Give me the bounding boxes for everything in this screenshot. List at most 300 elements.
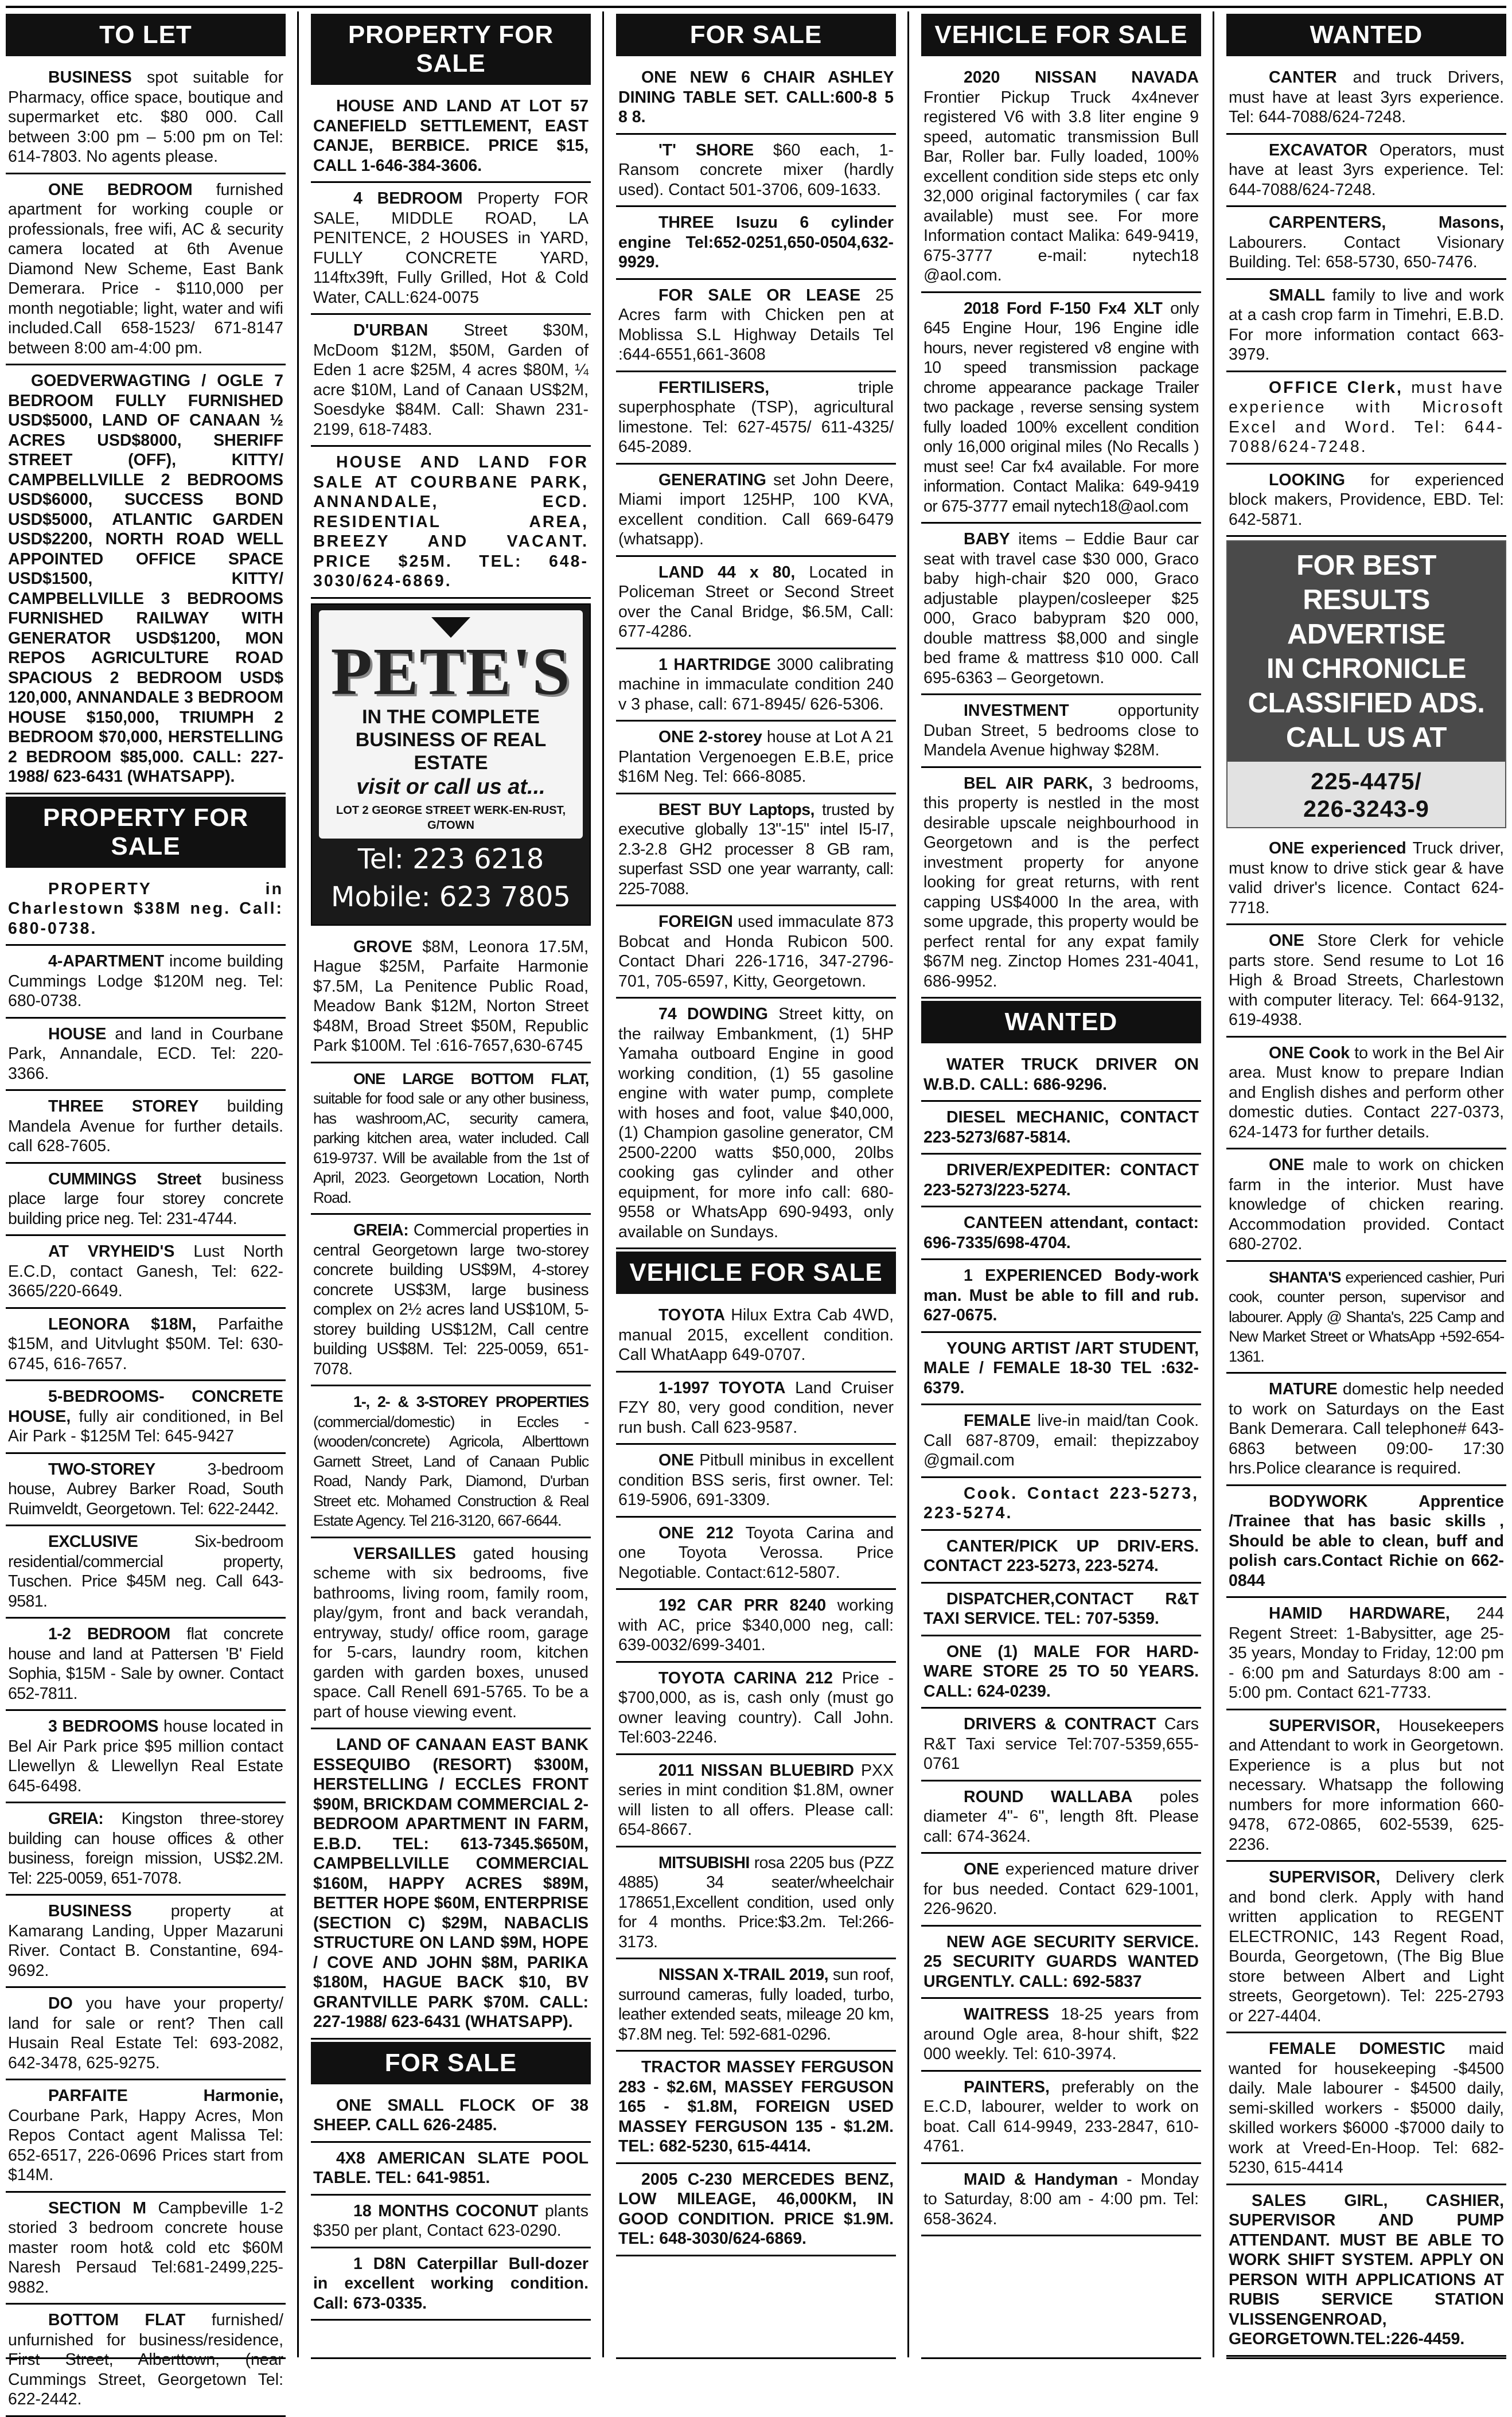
ad-lead: BABY: [964, 530, 1010, 548]
ad-body: poles diameter 4"- 6", length 8ft. Please call: 674-3624.: [923, 1787, 1199, 1846]
classified-ad: [921, 1408, 1201, 1478]
classified-ad: [921, 1586, 1201, 1636]
classified-ad: [311, 2251, 591, 2321]
classified-ad: [616, 2054, 896, 2164]
section-header: TO LET: [6, 14, 286, 56]
ad-lead: SMALL: [1269, 286, 1326, 305]
ad-body: $8M, Leonora 17.5M, Hague $25M, Parfaite Harmonie $7.5M, La Penitence Public Road, Meadow Bank $12M, Norton Street $48M, Broad Street $50M, Republic Park $100M. Tel :616-7657,630-6745: [313, 937, 589, 1055]
ad-lead: INVESTMENT: [964, 701, 1069, 720]
classified-ad: [921, 1210, 1201, 1260]
ad-body: 25 Acres farm with Chicken pen at Moblissa S.L Highway Details Tel :644-6551,661-3608: [618, 286, 894, 364]
classified-ad: [1226, 1713, 1506, 1862]
ad-lead: 1 EXPERIENCED Body-: [964, 1266, 1161, 1285]
ad-body: Frontier Pickup Truck 4x4never registered V6 with 3.8 liter engine 9 speed, automatic transmission Bull Bar, Roller bar. Fully loaded, 100% excellent condition side steps etc only 32,000 original factorymiles ( car fax available) must see. For more Information contact Malika: 649-9419, 675-3777 e-mail: nytech18 @aol.com.: [923, 88, 1199, 284]
classified-ad: [616, 559, 896, 649]
ad-body: Pitbull minibus in excellent condition BSS seris, first owner. Tel: 619-5906, 691-3309.: [618, 1451, 894, 1509]
ad-body: furnished/ unfurnished for business/residence, First Street, Alberttown, (near Cummings Street, Georgetown Tel: 622-2442.: [8, 2311, 283, 2408]
classified-ad: [616, 1757, 896, 1847]
ad-lead: YOUNG ARTIST /ART: [946, 1339, 1114, 1358]
classified-ad: [6, 2307, 286, 2417]
ad-lead: ONE: [1269, 931, 1304, 950]
ad-lead: LAND 44 x 80,: [658, 563, 796, 582]
section-header: PROPERTY FOR SALE: [6, 797, 286, 868]
ad-body: BENZ, LOW MILEAGE, 46,000KM, IN GOOD CONDITION. PRICE $1.9M. TEL: 648-3030/624-6869.: [618, 2170, 894, 2248]
classified-ad: [6, 2083, 286, 2193]
ad-lead: AT VRYHEID'S: [48, 1242, 175, 1261]
column-5: [1226, 11, 1506, 2359]
ad-body: - Monday to Saturday, 8:00 am - 4:00 pm. Tel: 658-3624.: [923, 2170, 1199, 2228]
ad-body: CONTACT 223-5273/223-5274.: [923, 1161, 1199, 1199]
classified-ad: [6, 2195, 286, 2305]
ad-lead: ONE LARGE BOTTOM FLAT,: [353, 1070, 589, 1087]
ad-lead: TRACTOR MASSEY: [641, 2058, 796, 2076]
ad-body: ON W.B.D. CALL: 686-9296.: [923, 1055, 1199, 1094]
classified-ad: [6, 876, 286, 946]
ad-body: PXX series in mint condition $1.8M, owner will listen to all offers. Please call: 654-8667.: [618, 1761, 894, 1839]
ad-lead: Cook. Contact: [964, 1484, 1100, 1503]
ad-body: $60 each, 1-Ransom concrete mixer (hardly used). Contact 501-3706, 609-1633.: [618, 141, 894, 199]
ad-body: plants $350 per plant, Contact 623-0290.: [313, 2201, 589, 2240]
ad-body: Hilux Extra Cab 4WD, manual 2015, excellent condition. Call WhatAapp 649-0707.: [618, 1306, 894, 1364]
ad-lead: HOUSE AND LAND: [336, 453, 531, 471]
ad-body: income building Cummings Lodge $120M neg. Tel: 680-0738.: [8, 952, 283, 1010]
ad-lead: 'T' SHORE: [658, 141, 754, 159]
classified-ad: [616, 724, 896, 794]
promo-phones: [1227, 762, 1505, 827]
ad-body: family to live and work at a cash crop farm in Timehri, E.B.D. For more information contact 663-3979.: [1229, 286, 1504, 364]
ad-lead: NISSAN X-TRAIL 2019,: [658, 1966, 828, 1984]
ad-lead: BEST BUY Laptops,: [658, 800, 815, 819]
column-3: [616, 11, 896, 2359]
classified-ad: [1226, 1152, 1506, 1262]
classified-ad: [311, 1732, 591, 2040]
ad-body: Campbeville 1-2 storied 3 bedroom concrete house master room hot& cold etc $60M Naresh Persaud Tel:681-2499,225-9882.: [8, 2198, 283, 2297]
logo-tagline: BUSINESS OF REAL ESTATE: [355, 728, 547, 774]
ad-lead: LEONORA $18M,: [48, 1315, 197, 1334]
classified-ad: [311, 2145, 591, 2196]
column-1: [6, 11, 286, 2408]
ad-body: Courbane Park, Happy Acres, Mon Repos Contact agent Malissa Tel: 652-6517, 226-0696 Prices start from $14M.: [8, 2106, 283, 2184]
ad-lead: 1-2 BEDROOM: [48, 1625, 170, 1643]
ad-body: Land Cruiser FZY 80, very good condition, never run bush. Call 623-9587.: [618, 1378, 894, 1437]
classified-ad: [1226, 1264, 1506, 1374]
classified-ad: [6, 1021, 286, 1091]
classified-ad: [921, 1533, 1201, 1584]
ad-lead: ONE SMALL FLOCK OF 38: [336, 2096, 589, 2115]
petes-real-estate-logo: [311, 603, 591, 926]
classified-ad: [616, 1962, 896, 2052]
classified-ad: [6, 948, 286, 1019]
ad-body: STUDENT, MALE / FEMALE 18-30 TEL :632-6379.: [923, 1339, 1199, 1397]
classified-ad: [1226, 467, 1506, 537]
ad-body: DINING TABLE SET. CALL:600-8 5 8 8.: [618, 88, 894, 126]
classified-ad: [921, 1784, 1201, 1854]
logo-invite: visit or call us at...: [356, 774, 545, 799]
advertise-promo-box: [1226, 540, 1506, 828]
classified-ad: [921, 2001, 1201, 2072]
logo-tagline: IN THE COMPLETE: [362, 705, 540, 728]
ad-body: Kingston three-storey building can house offices & other business, foreign mission, US$2.2M. Tel: 225-0059, 651-7078.: [8, 1810, 283, 1888]
classified-ad: [6, 1621, 286, 1711]
classified-ad: [6, 1166, 286, 1237]
classified-ad: [616, 137, 896, 208]
ad-body: SHEEP. CALL 626-2485.: [313, 2116, 497, 2134]
ad-body: Located in Policeman Street or Second Street over the Canal Bridge, $6.5M, Call: 677-4286.: [618, 563, 894, 641]
logo-address: LOT 2 GEORGE STREET WERK-EN-RUST, G/TOWN: [336, 804, 566, 832]
ad-lead: BUSINESS: [48, 1902, 132, 1920]
classified-ad: [921, 1711, 1201, 1781]
ad-body: items – Eddie Baur car seat with travel case $30 000, Graco baby high-chair $20 000, Graco adjustable playpen/cosleeper $25 000, Graco babypram $20 000, double mattress $8,000 and single bed frame & mattress $10 000. Call 695-6363 – Georgetown.: [923, 530, 1199, 687]
ad-lead: MATURE: [1269, 1380, 1338, 1398]
classified-ad: [616, 1850, 896, 1960]
ad-lead: 2011 NISSAN BLUEBIRD: [658, 1761, 854, 1780]
classified-ad: [616, 1302, 896, 1373]
ad-lead: OFFICE Clerk,: [1269, 378, 1403, 397]
ad-lead: SALES GIRL, CASHIER,: [1252, 2191, 1504, 2210]
ad-lead: 1-1997 TOYOTA: [658, 1378, 786, 1397]
ad-lead: DISPATCHER,CONTACT: [946, 1589, 1134, 1608]
ad-lead: ONE NEW 6 CHAIR ASHLEY: [641, 68, 894, 87]
classified-ad: [311, 449, 591, 599]
classified-ad: [1226, 2188, 1506, 2357]
classified-ad: [616, 375, 896, 465]
ad-lead: WAITRESS: [964, 2005, 1049, 2024]
classified-ad: [311, 934, 591, 1063]
classified-ad: [921, 1480, 1201, 1531]
classified-ad: [311, 93, 591, 183]
ad-body: you have your property/ land for sale or rent? Then call Husain Real Estate Tel: 693-2082, 642-3478, 625-9275.: [8, 1994, 283, 2072]
classified-ad: [1226, 1040, 1506, 1150]
classified-ad: [6, 1456, 286, 1527]
ad-body: spot suitable for Pharmacy, office space, boutique and supermarket etc. $80 000. Call between 3:00 pm – 5:00 pm on Tel: 614-7803. No agents please.: [8, 68, 283, 166]
ad-lead: HOUSE: [48, 1024, 107, 1043]
ad-body: (commercial/domestic) in Eccles - (wooden/concrete) Agricola, Alberttown Garnett Street, Land of Canaan Public Road, Nandy Park, Diamond, D'urban Street etc. Mohamed Construction & Real Estate Agency. Tel 216-3120, 667-6644.: [313, 1413, 589, 1529]
ad-body: for experienced block makers, Providence, EBD. Tel: 642-5871.: [1229, 470, 1504, 529]
classified-ad: [616, 1001, 896, 1249]
ad-body: POOL TABLE. TEL: 641-9851.: [313, 2149, 589, 2187]
classified-ad: [311, 2092, 591, 2143]
ad-lead: TOYOTA: [658, 1306, 726, 1324]
promo-line: FOR BEST RESULTS: [1296, 550, 1436, 615]
classified-ad: [6, 1713, 286, 1803]
classified-ad: [921, 1051, 1201, 1102]
ad-body: must have experience with Microsoft Excel and Word. Tel: 644-7088/624-7248.: [1229, 378, 1504, 456]
ad-body: house at Lot A 21 Plantation Vergenoegen E.B.E, price $16M Neg. Tel: 666-8085.: [618, 728, 894, 786]
ad-lead: LAND OF CANAAN EAST: [336, 1736, 536, 1754]
classified-ad: [616, 909, 896, 999]
ad-body: Price - $700,000, as is, cash only (must go owner leaving country). Call John. Tel:603-2246.: [618, 1668, 894, 1747]
classified-ad: [616, 1665, 896, 1755]
ad-body: used immaculate 873 Bobcat and Honda Rubicon 500. Contact Dhari 226-1716, 347-2796-701, 705-6597, Kitty, Georgetown.: [618, 913, 894, 991]
classified-ad: [616, 64, 896, 135]
classified-ad: [921, 697, 1201, 768]
ad-body: Charlestown $38M neg. Call: 680-0738.: [8, 899, 283, 938]
ad-lead: PAINTERS,: [964, 2077, 1050, 2096]
ad-body: business place large four storey concrete building price neg. Tel: 231-4744.: [8, 1169, 283, 1228]
ad-body: WARE STORE 25 TO 50 YEARS. CALL: 624-0239.: [923, 1662, 1199, 1701]
classified-ad: [311, 1389, 591, 1538]
ad-lead: FERTILISERS,: [658, 378, 770, 397]
section-header: FOR SALE: [616, 14, 896, 56]
ad-body: 3000 calibrating machine in immaculate condition 240 v 3 phase, call: 671-8945/ 626-5306.: [618, 655, 894, 714]
ad-body: Toyota Carina and one Toyota Verossa. Price Negotiable. Contact:612-5807.: [618, 1523, 894, 1582]
ad-lead: ONE Cook: [1269, 1043, 1350, 1062]
ad-lead: DO: [48, 1994, 73, 2013]
classified-ad: [6, 64, 286, 174]
ad-body: FOR SALE AT COURBANE PARK, ANNANDALE, ECD. RESIDENTIAL AREA, BREEZY AND VACANT. PRICE $25M. TEL: 648-3030/624-6869.: [313, 453, 589, 590]
ad-body: gated housing scheme with six bedrooms, five bathrooms, living room, family room, play/gym, front and back verandah, entryway, study/ office room, garage for 5-cars, laundry room, kitchen garden with garden boxes, unused space. Call Renell 691-5765. To be a part of house viewing event.: [313, 1544, 589, 1721]
ad-lead: DIESEL MECHANIC,: [946, 1108, 1109, 1126]
ad-body: Commercial properties in central Georgetown large two-storey concrete building US$9M, 4-storey concrete US$3M, large business complex on 2½ acres land US$10M, 5-storey building US$12M, Call centre building US$8M. Tel: 225-0059, 651-7078.: [313, 1221, 589, 1378]
classified-ad: [616, 1520, 896, 1590]
classified-ad: [616, 797, 896, 907]
ad-body: FERGUSON 283 - $2.6M, MASSEY FERGUSON 165 - $1.8M, FOREIGN USED MASSEY FERGUSON 135 - $1.2M. TEL: 682-5230, 615-4414.: [618, 2058, 894, 2155]
ad-lead: 4 BEDROOM: [353, 189, 463, 208]
classified-ad: [1226, 209, 1506, 280]
classified-ad: [921, 1104, 1201, 1155]
ad-body: set John Deere, Miami import 125HP, 100 KVA, excellent condition. Call 669-6479 (whatsapp).: [618, 470, 894, 548]
ad-body: 3 bedrooms, this property is nestled in the most desirable upscale neighbourhood in Georgetown and is the perfect investment property for anyone looking for great returns, with rent capping US$4000 In the area, with some upgrade, this property would be perfect rental for any expat family $67M neg. Zinctop Homes 231-4041, 686-9952.: [923, 774, 1199, 991]
ad-body: Parfaithe $15M, and Uitvlught $50M. Tel: 630-6745, 616-7657.: [8, 1315, 283, 1373]
ad-body: Lust North E.C.D, contact Ganesh, Tel: 622-3665/220-6649.: [8, 1242, 283, 1300]
ad-lead: MAID & Handyman: [964, 2170, 1119, 2189]
ad-lead: 2005 C-230 MERCEDES: [641, 2170, 835, 2189]
classified-ad: [921, 1929, 1201, 1999]
classified-ad: [1226, 835, 1506, 925]
ad-lead: 5-BEDROOMS- CONCRETE HOUSE,: [8, 1387, 283, 1426]
ad-lead: GENERATING: [658, 470, 766, 489]
ad-body: Property FOR SALE, MIDDLE ROAD, LA PENITENCE, 2 HOUSES in YARD, FULLY CONCRETE YARD, 114ftx39ft, Fully Grilled, Hot & Cold Water, CALL:624-0075: [313, 189, 589, 307]
ad-lead: CANTEEN attendant,: [964, 1214, 1128, 1232]
classified-ad: [6, 1529, 286, 1619]
ad-body: building Mandela Avenue for further details. call 628-7605.: [8, 1097, 284, 1155]
classified-ad: [6, 1898, 286, 1988]
ad-body: furnished apartment for working couple or professionals, free wifi, AC & security camera located at 6th Avenue Diamond New Scheme, East Bank Demerara. Price - $110,000 per month negotiable; light, water and wifi included.Call 658-1523/ 671-8147 between 8:00 am-4:00 pm.: [8, 180, 283, 357]
classified-ad: [1226, 137, 1506, 208]
classified-ad: [311, 1541, 591, 1730]
ad-body: house located in Bel Air Park price $95 million contact Llewellyn & Llewellyn Real Estate 645-6498.: [8, 1717, 283, 1795]
ad-body: work man. Must be able to fill and rub. 627-0675.: [923, 1266, 1199, 1324]
classified-ad: [921, 2166, 1201, 2237]
ad-lead: ROUND WALLABA: [964, 1787, 1133, 1806]
promo-phone: 226-3243-9: [1303, 796, 1429, 822]
classified-ad: [616, 467, 896, 557]
classified-ad: [616, 1375, 896, 1445]
ad-lead: PARFAITE Harmonie,: [48, 2087, 283, 2105]
classified-ad: [921, 770, 1201, 999]
ad-lead: FEMALE: [964, 1412, 1031, 1430]
ad-body: experienced mature driver for bus needed. Contact 629-1001, 226-9620.: [923, 1860, 1199, 1918]
ad-body: ERS. CONTACT 223-5273, 223-5274.: [923, 1537, 1199, 1575]
ad-body: preferably on the E.C.D, labourer, welder to work on boat. Call 614-9949, 233-2847, 610-4761.: [923, 2077, 1199, 2155]
classified-ad: [921, 1262, 1201, 1333]
ad-lead: CANTER/PICK UP DRIV-: [946, 1537, 1161, 1556]
ad-body: Street kitty, on the railway Embankment, (1) 5HP Yamaha outboard Engine in good working condition, (1) 55 gasoline engine with water pump, complete with hoses and foot, value $40,000, (1) Champion gasoline generator, CM 2500-2200 watts $50,000, 20lbs cooking gas cylinder and other equipment, for more info call: 680-9558 or WhatsApp 690-9493, only available on Sundays.: [618, 1005, 894, 1241]
ad-lead: FEMALE DOMESTIC: [1269, 2040, 1445, 2058]
promo-phone: 225-4475/: [1311, 768, 1422, 794]
ad-lead: CUMMINGS Street: [48, 1169, 201, 1188]
ad-lead: D'URBAN: [353, 321, 428, 340]
ad-lead: HAMID HARDWARE,: [1269, 1604, 1450, 1623]
ad-lead: SHANTA'S: [1269, 1268, 1341, 1286]
ad-body: R&T TAXI SERVICE. TEL: 707-5359.: [923, 1589, 1199, 1628]
ad-lead: WATER TRUCK DRIVER: [946, 1055, 1158, 1074]
classified-ad: [616, 282, 896, 372]
classified-ad: [311, 1066, 591, 1215]
column-2: [311, 11, 591, 2359]
classified-ad: [616, 652, 896, 722]
classified-ad: [921, 295, 1201, 524]
section-header: FOR SALE: [311, 2042, 591, 2084]
ad-lead: GREIA:: [48, 1810, 104, 1828]
ad-lead: 4-APARTMENT: [48, 952, 165, 970]
classified-ad: [1226, 64, 1506, 135]
classified-ad: [1226, 2036, 1506, 2185]
ad-body: to work in the Bel Air area. Must know to prepare Indian and English dishes and perform other domestic duties. Contact 227-0373, 624-1473 for further details.: [1229, 1043, 1504, 1141]
ad-body: triple superphosphate (TSP), agricultural limestone. Tel: 627-4575/ 611-4325/ 645-2089.: [618, 378, 894, 456]
ad-lead: TWO-STOREY: [48, 1460, 155, 1479]
ad-body: rosa 2205 bus (PZZ 4885) 34 seater/wheelchair 178651,Excellent condition, used only for 4 months. Price:$3.2m. Tel:266-3173.: [618, 1853, 894, 1951]
ad-lead: GROVE: [353, 937, 412, 956]
ad-lead: EXCLUSIVE: [48, 1533, 138, 1551]
classified-ad: [616, 1592, 896, 1663]
ad-body: 3-bedroom house, Aubrey Barker Road, South Ruimveldt, Georgetown. Tel: 622-2442.: [8, 1460, 283, 1518]
promo-message: [1227, 541, 1505, 762]
ad-body: LOT 57 CANEFIELD SETTLEMENT, EAST CANJE, BERBICE. PRICE $15, CALL 1-646-384-3606.: [313, 97, 589, 175]
ad-lead: EXCAVATOR: [1269, 141, 1368, 159]
ad-body: 223-5273, 223-5274.: [923, 1484, 1199, 1522]
classified-ad: [6, 1990, 286, 2080]
classified-ad: [6, 368, 286, 794]
ad-lead: FOREIGN: [658, 913, 733, 931]
ad-body: Operators, must have at least 3yrs experience. Tel: 644-7088/624-7248.: [1229, 141, 1504, 199]
ad-lead: 74 DOWDING: [658, 1005, 768, 1023]
promo-line: ADVERTISE: [1287, 619, 1445, 650]
ad-body: opportunity Duban Street, 5 bedrooms close to Mandela Avenue highway $28M.: [923, 701, 1199, 759]
ad-lead: ONE 212: [658, 1523, 734, 1542]
ad-lead: ONE: [1269, 1156, 1304, 1174]
logo-panel: [319, 610, 583, 839]
ad-lead: DRIVERS & CONTRACT: [964, 1715, 1156, 1733]
promo-line: CLASSIFIED ADS.: [1248, 688, 1485, 719]
section-header: PROPERTY FOR SALE: [311, 14, 591, 85]
classifieds-page: [6, 6, 1506, 2408]
ad-body: trusted by executive globally 13"-15" intel I5-I7, 2.3-2.8 GH2 processer 8 GB ram, superfast SSD one year warranty, call: 225-7088.: [618, 800, 894, 898]
ad-lead: BOTTOM FLAT: [48, 2311, 186, 2329]
classified-ad: [616, 2166, 896, 2256]
ad-body: sun roof, surround cameras, fully loaded, turbo, leather extended seats, mileage 20 km, $7.8M neg. Tel: 592-681-0296.: [618, 1966, 894, 2044]
classified-ad: [1226, 1376, 1506, 1486]
ad-lead: SECTION M: [48, 2198, 146, 2217]
ad-lead: BUSINESS: [48, 68, 132, 87]
ad-lead: TOYOTA CARINA 212: [658, 1668, 833, 1687]
ad-lead: SUPERVISOR,: [1269, 1868, 1381, 1886]
classified-ad: [616, 1447, 896, 1518]
classified-ad: [921, 1856, 1201, 1927]
classified-ad: [311, 1217, 591, 1386]
ad-lead: 2020 NISSAN NAVADA: [964, 68, 1199, 87]
classified-ad: [1226, 282, 1506, 372]
classified-ad: [311, 185, 591, 315]
section-header: WANTED: [921, 1001, 1201, 1043]
ad-body: Six-bedroom residential/commercial property, Tuschen. Price $45M neg. Call 643-9581.: [8, 1533, 283, 1611]
ad-body: /Trainee that has basic skills , Should be able to clean, buff and polish cars.Contact Richie on 662-0844: [1229, 1512, 1504, 1590]
ad-lead: ONE: [658, 1451, 694, 1469]
ad-lead: CARPENTERS, Masons,: [1269, 213, 1504, 232]
ad-lead: ONE (1) MALE FOR HARD-: [946, 1642, 1199, 1661]
ad-lead: THREE STOREY: [48, 1097, 199, 1116]
classified-ad: [6, 1311, 286, 1382]
ad-lead: ONE: [964, 1860, 999, 1878]
classified-ad: [1226, 375, 1506, 465]
classified-ad: [311, 2198, 591, 2248]
ad-body: Delivery clerk and bond clerk. Apply with hand written application to REGENT ELECTRONIC, 143 Regent Road, Bourda, Georgetown, (The Big Blue store between Albert and Light streets, Georgetown). Tel: 225-2793 or 227-4404.: [1229, 1868, 1504, 2025]
section-header: VEHICLE FOR SALE: [921, 14, 1201, 56]
ad-body: fully air conditioned, in Bel Air Park - $125M Tel: 645-9427: [8, 1407, 283, 1445]
ad-body: dozer in excellent working condition. Call: 673-0335.: [313, 2254, 589, 2313]
ad-body: SUPERVISOR AND PUMP ATTENDANT. MUST BE ABLE TO WORK SHIFT SYSTEM. APPLY ON PERSON WITH APPLICATIONS AT RUBIS SERVICE STATION VLISSENGENROAD, GEORGETOWN.TEL:226-4459.: [1229, 2211, 1504, 2348]
ad-lead: 4X8 AMERICAN SLATE: [336, 2149, 530, 2167]
ad-body: CONTACT 223-5273/687-5814.: [923, 1108, 1199, 1147]
classified-ad: [921, 1157, 1201, 1207]
ad-body: 18-25 years from around Ogle area, 8-hour shift, $22 000 weekly. Tel: 610-3974.: [923, 2005, 1199, 2063]
classified-ad: [6, 1238, 286, 1309]
ad-body: OGLE 7 BEDROOM FULLY FURNISHED USD$5000, LAND OF CANAAN ½ ACRES USD$8000, SHERIFF STREET (OFF), KITTY/ CAMPBELLVILLE 2 BEDROOMS USD$6000, SUCCESS BOND USD$5000, ATLANTIC GARDEN USD$2200, NORTH ROAD WELL APPOINTED OFFICE SPACE USD$1500, KITTY/ CAMPBELLVILLE 3 BEDROOMS FURNISHED RAILWAY WITH GENERATOR USD$1200, MON REPOS AGRICULTURE ROAD SPACIOUS 2 BEDROOM USD$ 120,000, ANNANDALE 3 BEDROOM HOUSE $150,000, TRIUMPH 2 BEDROOM $70,000, HERSTELLING 2 BEDROOM $85,000. CALL: 227-1988/ 623-6431 (WHATSAPP).: [8, 372, 283, 786]
ad-lead: ONE BEDROOM: [48, 180, 193, 199]
ad-lead: BEL AIR PARK,: [964, 774, 1093, 793]
classified-ad: [921, 2074, 1201, 2164]
ad-body: flat concrete house and land at Pattersen 'B' Field Sophia, $15M - Sale by owner. Contact 652-7811.: [8, 1625, 283, 1703]
ad-body: SERVICE. 25 SECURITY GUARDS WANTED URGENTLY. CALL: 692-5837: [923, 1932, 1199, 1991]
ad-body: experienced cashier, Puri cook, counter person, supervisor and labourer. Apply @ Shanta's, 225 Camp and New Market Street or WhatsApp +592-654-1361.: [1229, 1268, 1504, 1365]
ad-body: property at Kamarang Landing, Upper Mazaruni River. Contact B. Constantine, 694-9692.: [8, 1902, 283, 1980]
ad-body: and land in Courbane Park, Annandale, ECD. Tel: 220-3366.: [8, 1024, 283, 1083]
ad-lead: ONE 2-storey: [658, 728, 762, 746]
classified-ad: [921, 1335, 1201, 1406]
classified-ad: [921, 64, 1201, 293]
logo-telephone: Tel: 223 6218: [357, 843, 544, 875]
classified-ad: [6, 177, 286, 366]
ad-lead: 1 D8N Caterpillar Bull-: [353, 2254, 545, 2273]
classified-ad: [616, 209, 896, 280]
ad-body: Housekeepers and Attendant to work in Georgetown. Experience is a plus but not necessary. Whatsapp the following numbers for more information 660-9478, 672-0865, 602-5539, 625-2236.: [1229, 1716, 1504, 1854]
ad-body: only 645 Engine Hour, 196 Engine idle hours, never registered v8 engine with 10 speed transmission package chrome appearance package Trailer two package , reverse sensing system fully loaded 100% excellent condition only 16,000 original miles (No Recalls ) must see! Car fx4 available. For more information. Contact Malika: 649-9419 or 675-3777 email nytech18@aol.com: [923, 299, 1199, 516]
ad-lead: FOR SALE OR LEASE: [658, 286, 861, 305]
classified-ad: [6, 1806, 286, 1896]
ad-body: live-in maid/tan Cook. Call 687-8709, email: thepizzaboy @gmail.com: [923, 1412, 1199, 1469]
ad-body: working with AC, price $340,000 neg, call: 639-0032/699-3401.: [618, 1596, 894, 1654]
ad-body: 244 Regent Street: 1-Babysitter, age 25-35 years, Monday to Friday, 12:00 pm - 6:00 pm and Saturdays 8:00 am - 5:00 pm. Contact 621-7733.: [1229, 1604, 1504, 1702]
classified-ad: [921, 1639, 1201, 1709]
ad-body: male to work on chicken farm in the interior. Must have knowledge of chicken rearing. Accommodation provided. Contact 680-2702.: [1229, 1156, 1504, 1253]
ad-body: domestic help needed to work on Saturdays on the East Bank Demerara. Call telephone# 643-6863 between 09:00- 17:30 hrs.Police clearance is required.: [1229, 1380, 1504, 1478]
ad-lead: HOUSE AND LAND AT: [336, 97, 521, 115]
ad-body: suitable for food sale or any other business, has washroom,AC, security camera, parking kitchen area, water included. Call 619-9737. Will be available from the 1st of April, 2023. Georgetown Location, North Road.: [313, 1090, 589, 1206]
classified-ad: [311, 317, 591, 447]
ad-lead: 2018 Ford F-150 Fx4 XLT: [964, 299, 1163, 318]
classified-ad: [921, 526, 1201, 695]
promo-line: IN CHRONICLE: [1267, 653, 1466, 684]
ad-lead: DRIVER/EXPEDITER:: [946, 1161, 1111, 1179]
ad-body: Street $30M, McDoom $12M, $50M, Garden of Eden 1 acre $25M, 4 acres $80M, ¼ acre $10M, Land of Canaan US$2M, Soesdyke $84M. Call: Shawn 231-2199, 618-7483.: [313, 321, 589, 439]
ad-body: Store Clerk for vehicle parts store. Send resume to Lot 16 High & Broad Streets, Charlestown with computer literacy. Tel: 664-9132, 619-4938.: [1229, 931, 1504, 1029]
ad-lead: VERSAILLES: [353, 1544, 456, 1563]
ad-body: Cars R&T Taxi service Tel:707-5359,655-0761: [923, 1715, 1199, 1773]
classified-ad: [1226, 1864, 1506, 2033]
classified-ad: [1226, 1488, 1506, 1599]
logo-mobile: Mobile: 623 7805: [331, 880, 571, 913]
section-header: WANTED: [1226, 14, 1506, 56]
